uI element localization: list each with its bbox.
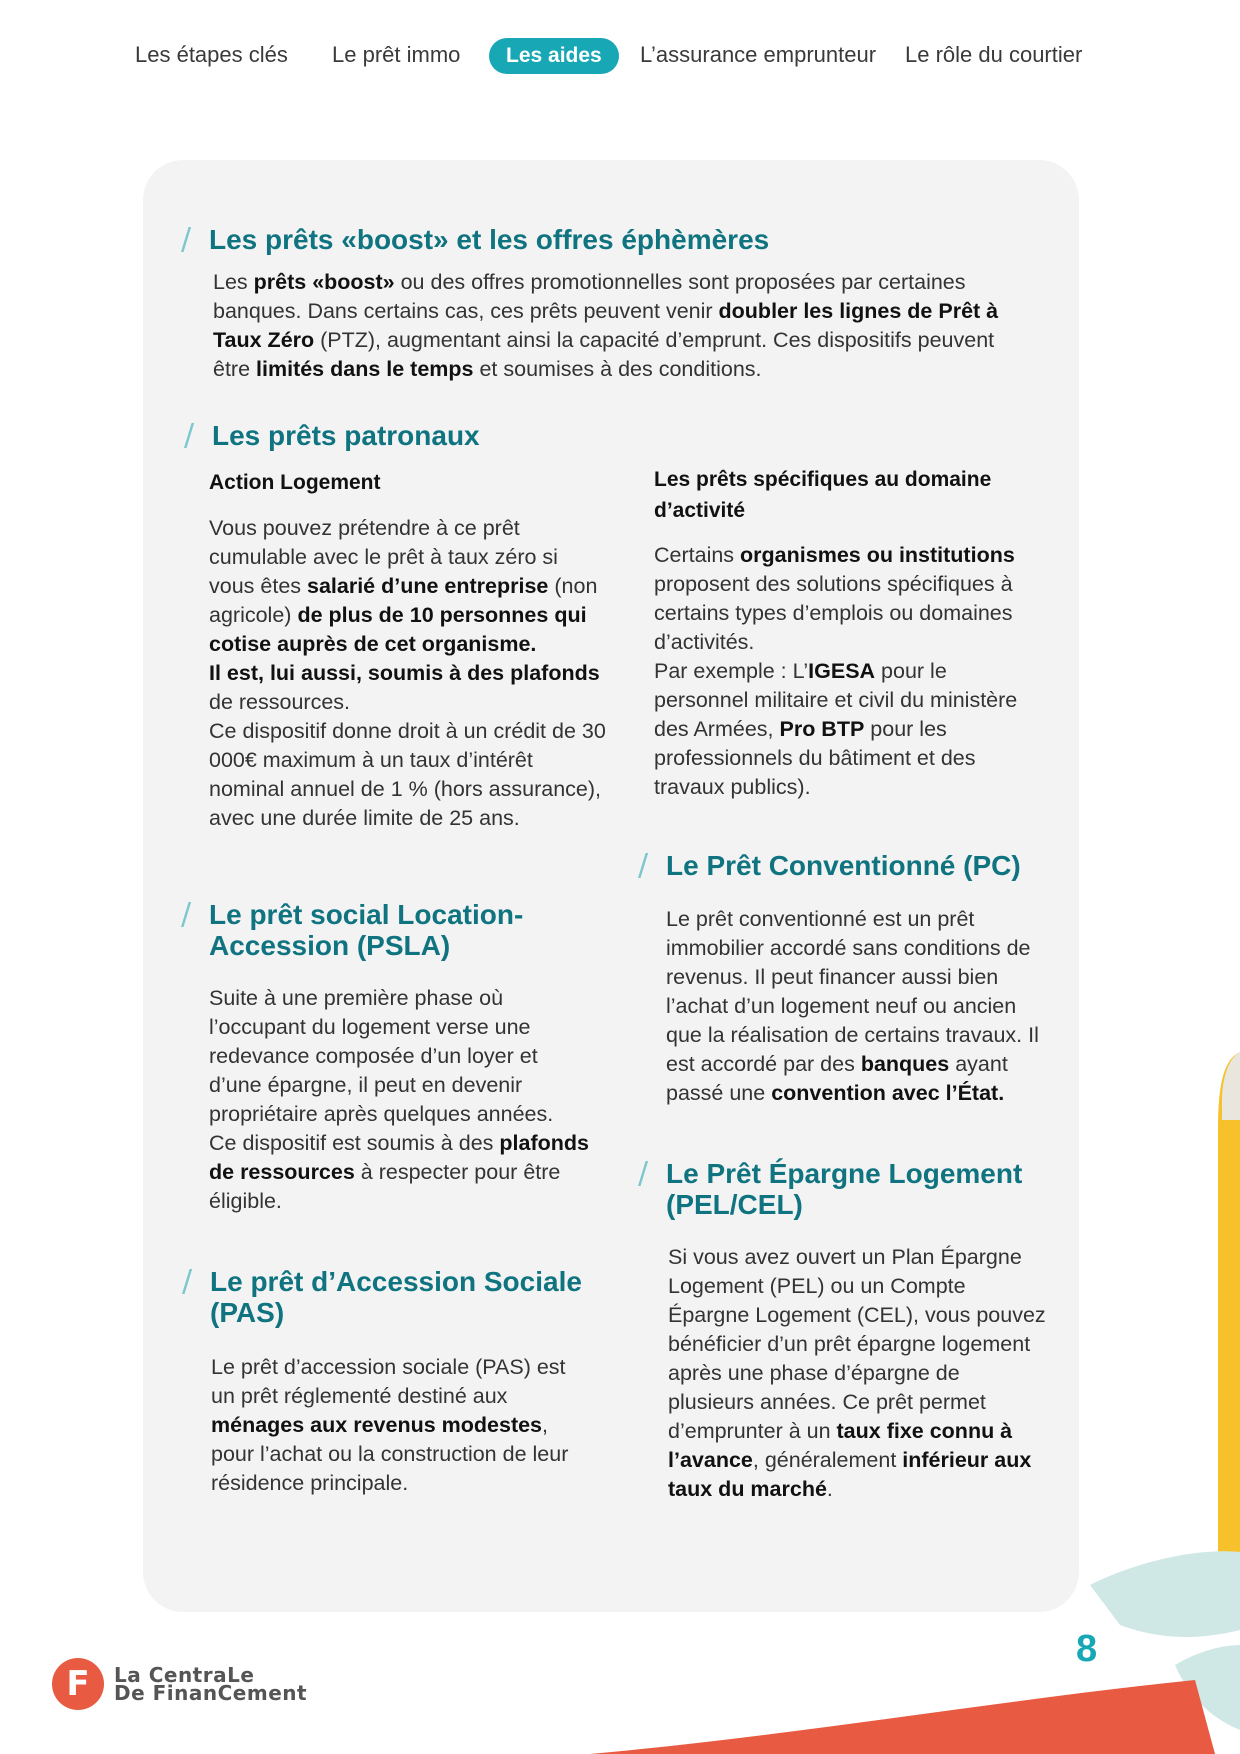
company-logo (52, 1658, 307, 1710)
section-pel-heading (638, 1158, 1046, 1220)
section-pc-body: Le prêt conventionné est un prêt immobilier accordé sans conditions de revenus. Il peut financer aussi bien l’achat d’un logement neuf ou ancien que la réalisation de certains travaux. Il est accordé par des banques ayant passé une convention avec l’État. (666, 907, 1039, 1105)
slash-icon: / (181, 222, 192, 257)
action-logement-title: Action Logement (209, 471, 381, 494)
slash-icon: / (182, 1264, 193, 1299)
decorative-grey-arc (1222, 1052, 1240, 1120)
section-title: Les prêts «boost» et les offres éphèmères (209, 224, 770, 255)
action-logement-body: Vous pouvez prétendre à ce prêt cumulable avec le prêt à taux zéro si vous êtes salarié d’une entreprise (non agricole) de plus de 10 personnes qui cotise auprès de cet organisme. Il est, lui aussi, soumis à des plafonds de ressources. Ce dispositif donne droit à un crédit de 30 000€ maximum à un taux d’intérêt nominal annuel de 1 % (hors assurance), avec une durée limite de 25 ans. (209, 516, 606, 830)
slash-icon: / (638, 1156, 649, 1191)
section-pas-heading (182, 1266, 610, 1328)
section-title: Le Prêt Épargne Logement (PEL/CEL) (666, 1158, 1023, 1220)
specific-loans-title: Les prêts spécifiques au domaine d’activité (654, 468, 992, 522)
logo-text: La CentraLe De FinanCement (114, 1663, 308, 1705)
section-title: Les prêts patronaux (212, 420, 480, 451)
section-pel-body: Si vous avez ouvert un Plan Épargne Logement (PEL) ou un Compte Épargne Logement (CEL), vous pouvez bénéficier d’un prêt épargne logement après une phase d’épargne de plusieurs années. Ce prêt permet d’emprunter à un taux fixe connu à l’avance, généralement inférieur aux taux du marché. (668, 1245, 1046, 1501)
decorative-red-shape (590, 1680, 1215, 1754)
decorative-yellow-shape (1218, 1052, 1240, 1592)
section-boost-heading (181, 224, 769, 256)
section-title: Le prêt d’Accession Sociale (PAS) (210, 1266, 582, 1328)
nav-item-aides[interactable]: Les aides (489, 38, 619, 74)
section-psla-body: Suite à une première phase où l’occupant du logement verse une redevance composée d’un loyer et d’une épargne, il peut en devenir propriétaire après quelques années. Ce dispositif est soumis à des plafonds de ressources à respecter pour être éligible. (209, 986, 589, 1213)
slash-icon: / (638, 848, 649, 883)
decorative-teal-shape (1090, 1551, 1240, 1637)
slash-icon: / (181, 897, 192, 932)
nav-item-pret-immo[interactable]: Le prêt immo (332, 42, 461, 67)
section-patronaux-heading (184, 420, 480, 452)
nav-item-etapes[interactable]: Les étapes clés (135, 42, 288, 67)
specific-loans-body: Certains organismes ou institutions proposent des solutions spécifiques à certains types d’emplois ou domaines d’activités. Par exemple : L’IGESA pour le personnel militaire et civil du ministère des Armées, Pro BTP pour les professionnels du bâtiment et des travaux publics). (654, 543, 1018, 799)
section-boost-body: Les prêts «boost» ou des offres promotionnelles sont proposées par certaines banques. Dans certains cas, ces prêts peuvent venir doubler les lignes de Prêt à Taux Zéro (PTZ), augmentant ainsi la capacité d’emprunt. Ces dispositifs peuvent être limités dans le temps et soumises à des conditions. (213, 270, 999, 381)
slash-icon: / (184, 418, 195, 453)
logo-mark-icon: F (52, 1658, 104, 1710)
nav-item-courtier[interactable]: Le rôle du courtier (905, 42, 1083, 67)
section-title: Le prêt social Location-Accession (PSLA) (209, 899, 524, 961)
section-pas-body: Le prêt d’accession sociale (PAS) est un prêt réglementé destiné aux ménages aux revenus modestes, pour l’achat ou la construction de leur résidence principale. (211, 1355, 569, 1495)
section-pc-heading (638, 850, 1021, 882)
nav-item-assurance[interactable]: L’assurance emprunteur (640, 42, 877, 67)
page-number: 8 (1076, 1628, 1098, 1670)
section-psla-heading (181, 899, 589, 961)
section-title: Le Prêt Conventionné (PC) (666, 850, 1021, 881)
